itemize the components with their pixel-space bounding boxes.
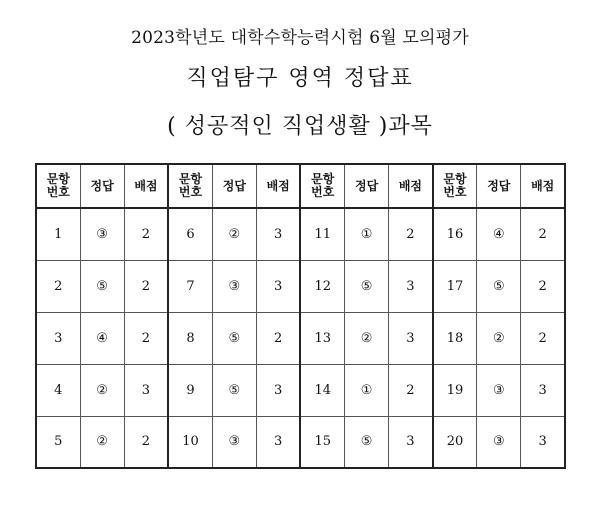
header-score: 배점: [389, 164, 433, 208]
question-number-cell: 19: [433, 364, 477, 416]
score-cell: 3: [256, 364, 300, 416]
answer-cell: ③: [477, 416, 521, 468]
question-number-cell: 20: [433, 416, 477, 468]
question-number-cell: 8: [168, 312, 212, 364]
question-number-cell: 3: [36, 312, 80, 364]
answer-cell: ⑤: [345, 260, 389, 312]
question-number-cell: 2: [36, 260, 80, 312]
header-number-line1: 문항: [311, 172, 335, 186]
question-number-cell: 7: [168, 260, 212, 312]
answer-cell: ①: [345, 364, 389, 416]
header-answer: 정답: [80, 164, 124, 208]
score-cell: 2: [124, 260, 168, 312]
answer-cell: ②: [80, 416, 124, 468]
question-number-cell: 14: [300, 364, 344, 416]
answer-cell: ③: [212, 260, 256, 312]
header-question-number: [168, 164, 212, 208]
score-cell: 3: [256, 416, 300, 468]
answer-cell: ③: [212, 416, 256, 468]
score-cell: 3: [521, 364, 565, 416]
question-number-cell: 4: [36, 364, 80, 416]
subject-title: ( 성공적인 직업생활 )과목: [167, 114, 433, 139]
score-cell: 2: [521, 208, 565, 260]
table-row: [36, 312, 565, 364]
answer-sheet-title: 직업탐구 영역 정답표: [186, 66, 414, 91]
score-cell: 3: [256, 208, 300, 260]
answer-cell: ⑤: [477, 260, 521, 312]
answer-table-body: [36, 208, 565, 468]
score-cell: 3: [389, 260, 433, 312]
question-number-cell: 5: [36, 416, 80, 468]
header-number-line2: 번호: [443, 185, 467, 199]
header-answer: 정답: [345, 164, 389, 208]
score-cell: 3: [124, 364, 168, 416]
exam-title: 2023학년도 대학수학능력시험 6월 모의평가: [131, 28, 469, 48]
score-cell: 3: [389, 312, 433, 364]
header-answer: 정답: [477, 164, 521, 208]
score-cell: 2: [124, 416, 168, 468]
table-row: [36, 364, 565, 416]
answer-cell: ④: [80, 312, 124, 364]
header-number-line2: 번호: [311, 185, 335, 199]
answer-cell: ③: [477, 364, 521, 416]
score-cell: 2: [521, 312, 565, 364]
score-cell: 2: [521, 260, 565, 312]
header-score: 배점: [521, 164, 565, 208]
question-number-cell: 9: [168, 364, 212, 416]
answer-cell: ⑤: [80, 260, 124, 312]
answer-table-header: [36, 164, 565, 208]
question-number-cell: 17: [433, 260, 477, 312]
score-cell: 2: [389, 208, 433, 260]
answer-cell: ②: [345, 312, 389, 364]
header-score: 배점: [124, 164, 168, 208]
answer-cell: ②: [212, 208, 256, 260]
question-number-cell: 1: [36, 208, 80, 260]
answer-cell: ③: [80, 208, 124, 260]
answer-table: [35, 163, 566, 469]
question-number-cell: 13: [300, 312, 344, 364]
question-number-cell: 10: [168, 416, 212, 468]
header-question-number: [36, 164, 80, 208]
table-row: [36, 416, 565, 468]
question-number-cell: 18: [433, 312, 477, 364]
question-number-cell: 12: [300, 260, 344, 312]
score-cell: 2: [256, 312, 300, 364]
answer-cell: ①: [345, 208, 389, 260]
score-cell: 3: [256, 260, 300, 312]
table-row: [36, 208, 565, 260]
answer-cell: ⑤: [212, 312, 256, 364]
answer-cell: ②: [477, 312, 521, 364]
score-cell: 3: [389, 416, 433, 468]
header-number-line1: 문항: [443, 172, 467, 186]
score-cell: 3: [521, 416, 565, 468]
question-number-cell: 16: [433, 208, 477, 260]
header-answer: 정답: [212, 164, 256, 208]
question-number-cell: 15: [300, 416, 344, 468]
header-score: 배점: [256, 164, 300, 208]
header-question-number: [300, 164, 344, 208]
answer-cell: ②: [80, 364, 124, 416]
header-row: [36, 164, 565, 208]
question-number-cell: 6: [168, 208, 212, 260]
score-cell: 2: [124, 312, 168, 364]
header-number-line1: 문항: [178, 172, 203, 186]
header-question-number: [433, 164, 477, 208]
question-number-cell: 11: [300, 208, 344, 260]
header-number-line2: 번호: [46, 185, 70, 199]
answer-cell: ⑤: [345, 416, 389, 468]
answer-cell: ④: [477, 208, 521, 260]
score-cell: 2: [389, 364, 433, 416]
header-number-line1: 문항: [46, 172, 70, 186]
answer-cell: ⑤: [212, 364, 256, 416]
table-row: [36, 260, 565, 312]
header-number-line2: 번호: [178, 185, 203, 199]
score-cell: 2: [124, 208, 168, 260]
